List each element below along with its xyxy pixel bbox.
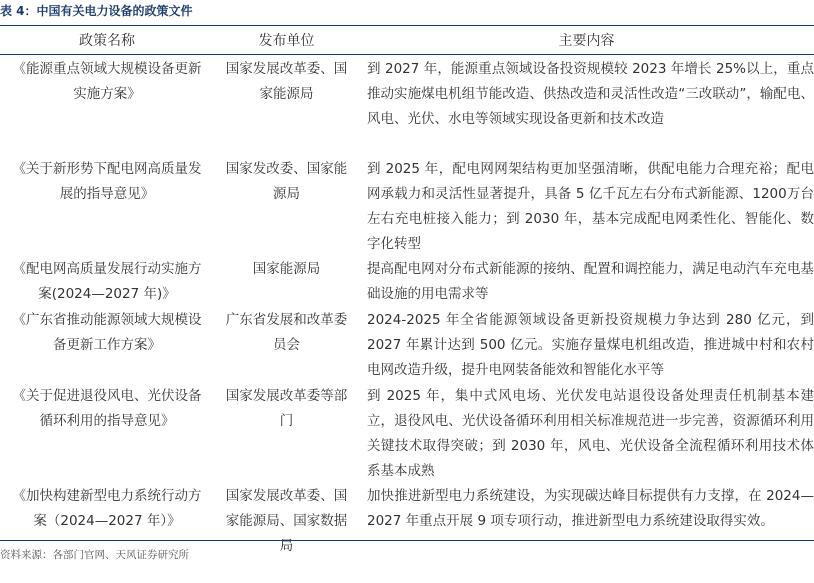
policy-content: 加快推进新型电力系统建设，为实现碳达峰目标提供有力支撑，在 2024—2027 年重点开展 9 项专项行动，推进新型电力系统建设取得实效。 — [367, 488, 814, 529]
table-row — [0, 382, 814, 482]
table-caption: 表 4：中国有关电力设备的政策文件 — [0, 4, 193, 18]
policy-content: 2024-2025 年全省能源领域设备更新投资规模力争达到 280 亿元，到 2027 年累计达到 500 亿元。实施存量煤电机组改造，推进城中村和农村电网改造升级，提升电网装备能效和智能化水平等 — [367, 312, 814, 378]
policy-issuer: 国家发展改革委等部门 — [225, 388, 348, 429]
policy-issuer: 国家能源局 — [252, 261, 321, 277]
policy-issuer: 广东省发展和改革委员会 — [225, 312, 348, 353]
policy-name: 《能源重点领域大规模设备更新实施方案》 — [12, 61, 202, 102]
table-row — [0, 306, 814, 382]
policy-content: 到 2025 年，配电网网架结构更加坚强清晰，供配电能力合理充裕；配电网承载力和灵活性显著提升，具备 5 亿千瓦左右分布式新能源、1200万台左右充电桩接入能力；到 2030 年，基本完成配电网柔性化、智能化、数字化转型 — [367, 161, 814, 252]
table-header — [0, 26, 814, 55]
source-note: 资料来源：各部门官网、天风证券研究所 — [0, 549, 189, 561]
header-policy-name: 政策名称 — [79, 33, 135, 49]
policy-issuer: 国家发改委、国家能源局 — [225, 161, 348, 202]
policy-content: 到 2027 年，能源重点领域设备投资规模较 2023 年增长 25%以上，重点推动实施煤电机组节能改造、供热改造和灵活性改造“三改联动”，输配电、风电、光伏、水电等领域实现设备更新和技术改造 — [367, 61, 814, 127]
table-row — [0, 55, 814, 155]
policy-table — [0, 25, 814, 558]
header-content: 主要内容 — [558, 33, 615, 49]
policy-content: 到 2025 年，集中式风电场、光伏发电站退役设备处理责任机制基本建立，退役风电、光伏设备循环利用相关标准规范进一步完善，资源循环利用关键技术取得突破；到 2030 年，风电、光伏设备全流程循环利用技术体系基本成熟 — [367, 388, 814, 479]
policy-name: 《关于新形势下配电网高质量发展的指导意见》 — [12, 161, 202, 202]
policy-issuer: 国家发展改革委、国家能源局 — [225, 61, 348, 102]
policy-name: 《加快构建新型电力系统行动方案（2024—2027 年）》 — [12, 488, 202, 529]
table-row — [0, 155, 814, 255]
policy-name: 《关于促进退役风电、光伏设备循环利用的指导意见》 — [12, 388, 202, 429]
policy-content: 提高配电网对分布式新能源的接纳、配置和调控能力，满足电动汽车充电基础设施的用电需求等 — [367, 261, 814, 302]
header-issuer: 发布单位 — [258, 33, 315, 49]
policy-name: 《广东省推动能源领域大规模设备更新工作方案》 — [12, 312, 202, 353]
table-row — [0, 255, 814, 306]
policy-name: 《配电网高质量发展行动实施方案(2024—2027 年)》 — [12, 261, 202, 302]
policy-issuer: 国家发展改革委、国家能源局、国家数据局 — [225, 488, 348, 554]
table-bottom-rule — [0, 540, 814, 541]
